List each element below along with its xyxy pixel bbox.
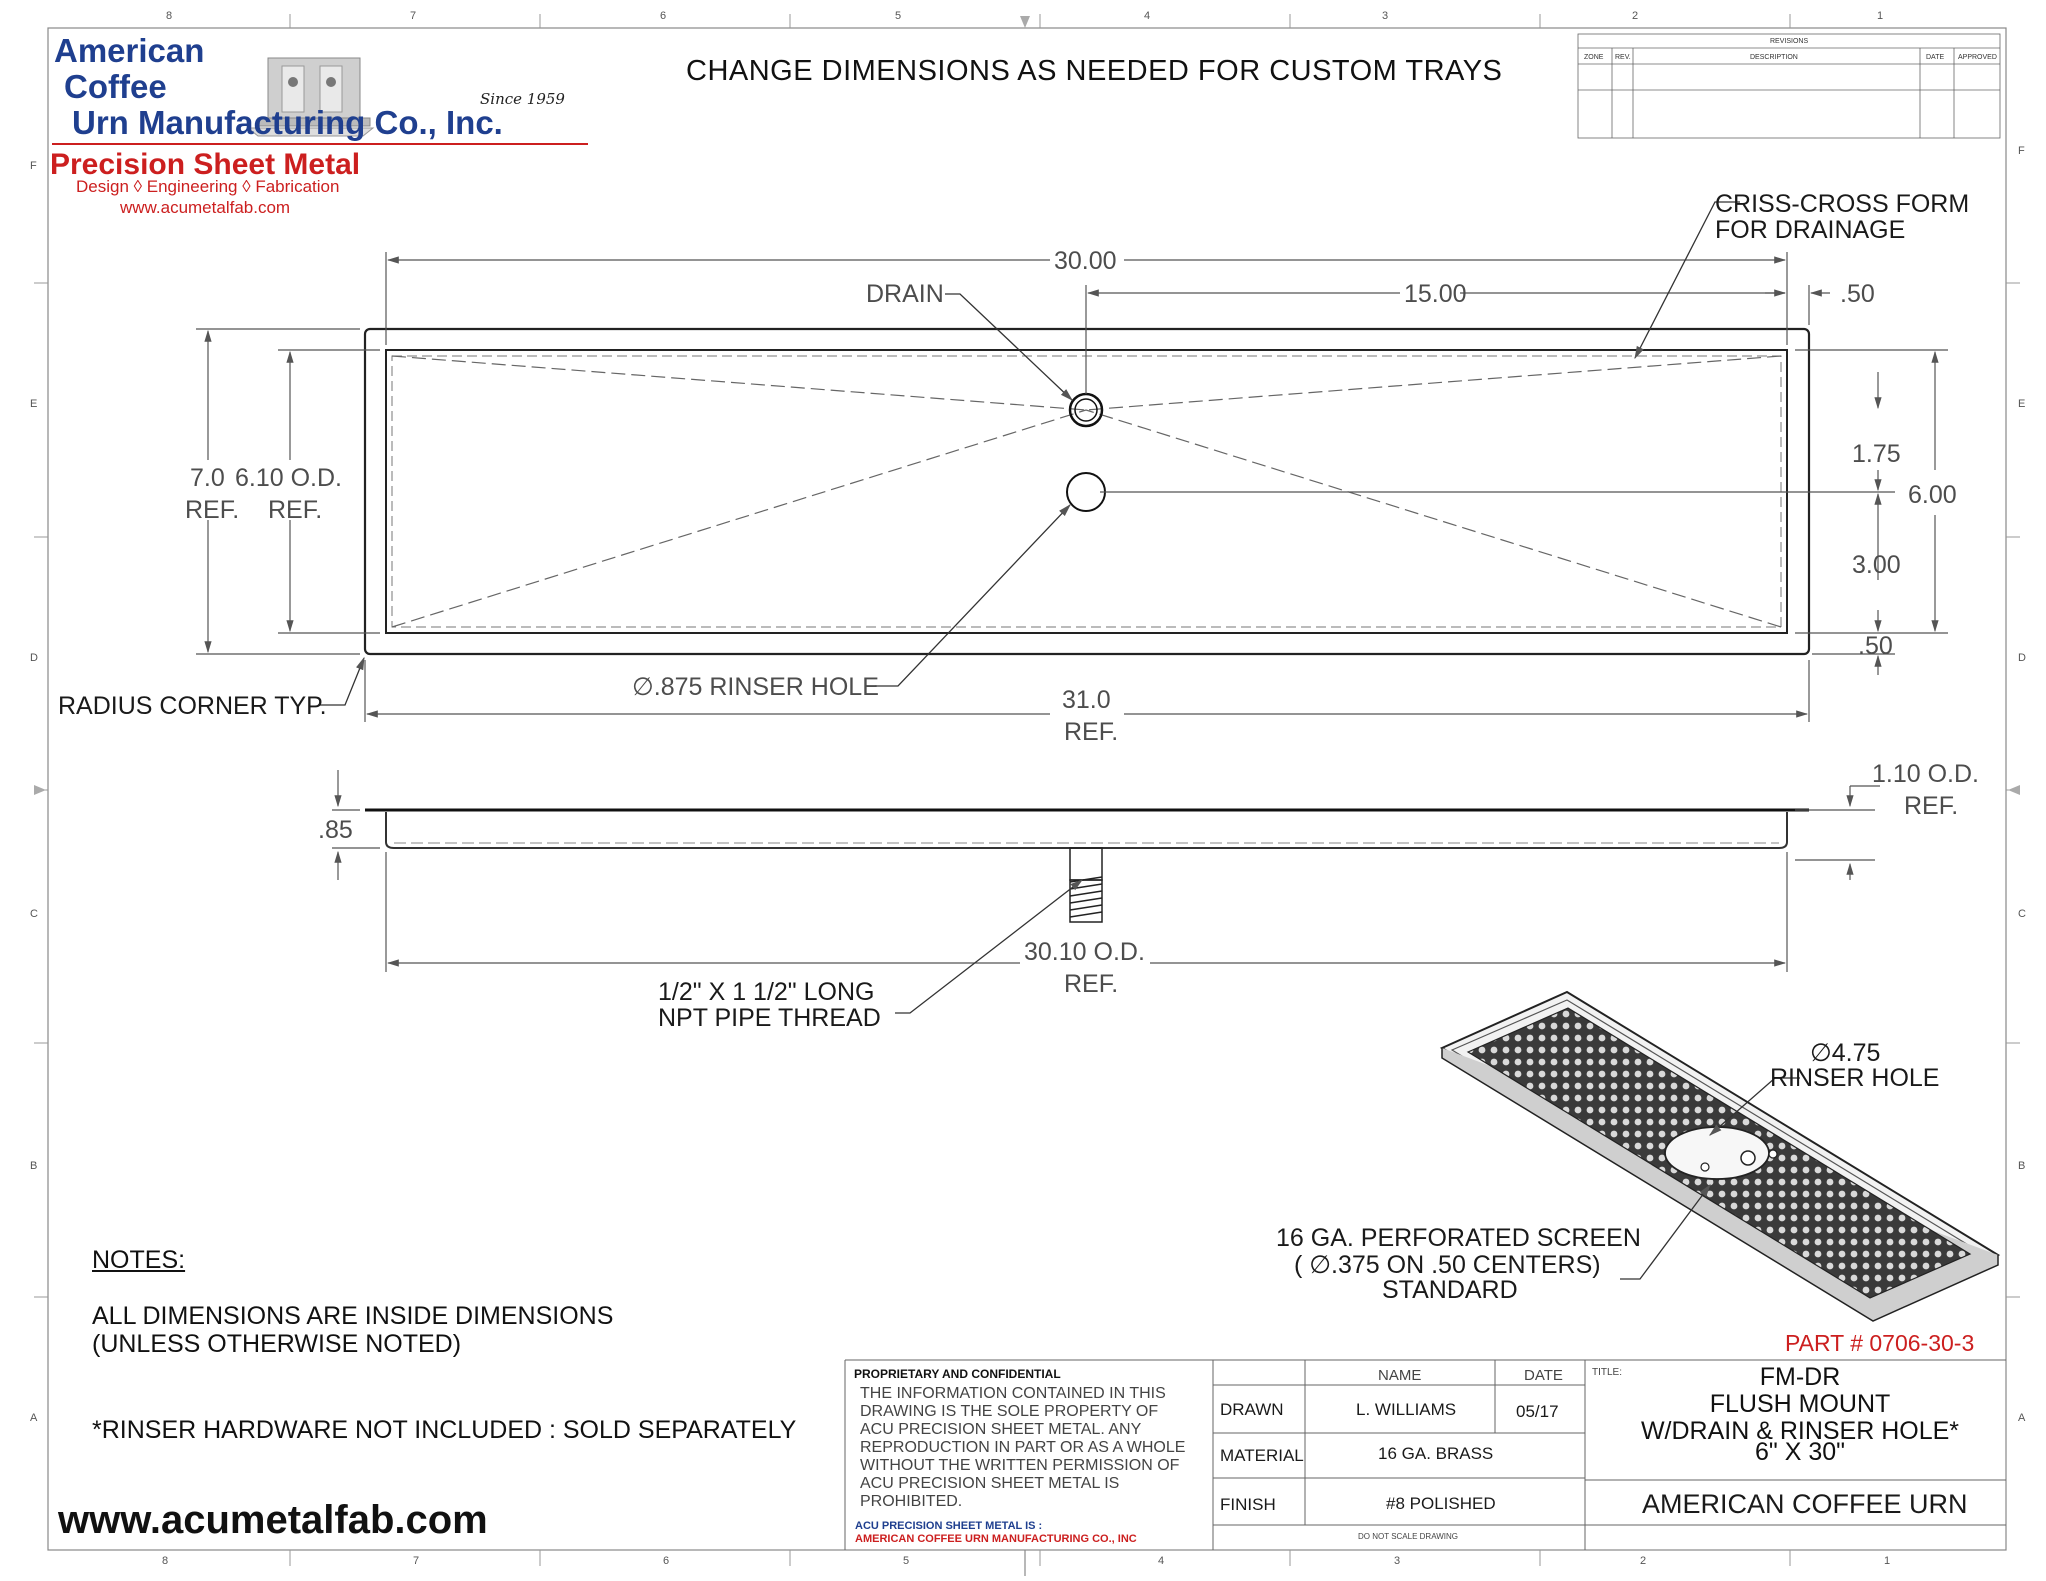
zone-right-b: B	[2018, 1160, 2026, 1172]
screen-label-3: STANDARD	[1382, 1276, 1518, 1304]
od-length-ref: REF.	[1064, 970, 1119, 998]
website-footer[interactable]: www.acumetalfab.com	[58, 1498, 488, 1542]
logo-services: Design ◊ Engineering ◊ Fabrication	[76, 177, 340, 196]
zone-right-e: E	[2018, 398, 2026, 410]
drawn-date: 05/17	[1516, 1402, 1559, 1421]
zone-top-3: 3	[1382, 10, 1389, 22]
finish-value: #8 POLISHED	[1386, 1494, 1496, 1513]
ref-overall-height-ref: REF.	[185, 496, 240, 524]
criss-cross-label-1: CRISS-CROSS FORM	[1715, 190, 1970, 218]
zone-left-f: F	[30, 160, 37, 172]
dim-flange-bottom: .50	[1858, 632, 1893, 660]
zone-right-c: C	[2018, 908, 2026, 920]
logo-word-urn: Urn Manufacturing Co., Inc.	[72, 104, 503, 141]
iso-rinser-label: RINSER HOLE	[1770, 1064, 1940, 1092]
logo-word-american: American	[54, 32, 205, 69]
drawing-title	[1600, 1364, 2000, 1466]
iso-rinser-diameter: ∅4.75	[1810, 1039, 1881, 1067]
zone-bottom-7: 7	[413, 1555, 420, 1567]
zone-top-7: 7	[410, 10, 417, 22]
zone-bottom-6: 6	[663, 1555, 670, 1567]
logo-url[interactable]: www.acumetalfab.com	[120, 198, 291, 217]
title-line-2: FLUSH MOUNT	[1709, 1390, 1891, 1418]
zone-top-6: 6	[660, 10, 667, 22]
screen-label-2: ( ∅.375 ON .50 CENTERS)	[1294, 1251, 1601, 1279]
top-view	[196, 202, 1948, 722]
dim-drain-from-top: 1.75	[1852, 440, 1901, 468]
notes-line-3: *RINSER HARDWARE NOT INCLUDED : SOLD SEPARATELY	[92, 1416, 797, 1444]
material-label: MATERIAL	[1220, 1446, 1304, 1465]
col-date: DATE	[1524, 1367, 1563, 1384]
zone-left-c: C	[30, 908, 38, 920]
prop-line: THE INFORMATION CONTAINED IN THIS	[860, 1385, 1166, 1402]
notes-heading: NOTES:	[92, 1246, 186, 1274]
company-name: AMERICAN COFFEE URN	[1642, 1489, 1968, 1519]
title-line-1: FM-DR	[1759, 1363, 1841, 1391]
notes-line-2: (UNLESS OTHERWISE NOTED)	[92, 1330, 462, 1358]
notes-line-1: ALL DIMENSIONS ARE INSIDE DIMENSIONS	[92, 1302, 614, 1330]
zone-bottom-5: 5	[903, 1555, 910, 1567]
rev-col-date: DATE	[1926, 54, 1945, 61]
title-line-4: 6" X 30"	[1754, 1438, 1846, 1466]
part-number: PART # 0706-30-3	[1785, 1330, 1975, 1356]
title-label: TITLE:	[1592, 1367, 1623, 1378]
zone-bottom-4: 4	[1158, 1555, 1165, 1567]
zone-bottom-8: 8	[162, 1555, 169, 1567]
ref-overall-length-ref: REF.	[1064, 718, 1119, 746]
zone-left-d: D	[30, 652, 38, 664]
zone-right-d: D	[2018, 652, 2026, 664]
title-line-3: W/DRAIN & RINSER HOLE*	[1640, 1417, 1960, 1445]
dim-overall-inside: 30.00	[1054, 247, 1117, 275]
drawn-name: L. WILLIAMS	[1356, 1400, 1457, 1419]
rev-col-rev: REV.	[1615, 54, 1631, 61]
prop-line: ACU PRECISION SHEET METAL. ANY	[860, 1421, 1142, 1438]
zone-right-f: F	[2018, 145, 2025, 157]
ref-overall-height: 7.0	[190, 464, 225, 492]
zone-bottom-2: 2	[1640, 1555, 1647, 1567]
dim-drain-offset: 15.00	[1404, 280, 1467, 308]
zone-bottom-1: 1	[1884, 1555, 1891, 1567]
header-note: CHANGE DIMENSIONS AS NEEDED FOR CUSTOM TRAYS	[686, 55, 1503, 87]
zone-bottom-3: 3	[1394, 1555, 1401, 1567]
od-depth-ref: REF.	[1904, 792, 1959, 820]
zone-top-4: 4	[1144, 10, 1151, 22]
rev-col-description: DESCRIPTION	[1750, 54, 1798, 61]
rev-col-zone: ZONE	[1584, 54, 1604, 61]
revisions-title: REVISIONS	[1770, 38, 1809, 45]
dim-inside-depth: .85	[318, 816, 353, 844]
od-length: 30.10 O.D.	[1024, 938, 1145, 966]
drawn-label: DRAWN	[1220, 1400, 1284, 1419]
prop-text	[860, 1385, 1210, 1511]
acu-line-2: AMERICAN COFFEE URN MANUFACTURING CO., INC	[855, 1533, 1137, 1545]
prop-line: ACU PRECISION SHEET METAL IS	[860, 1475, 1120, 1492]
acu-line-1: ACU PRECISION SHEET METAL IS :	[855, 1520, 1043, 1532]
od-depth: 1.10 O.D.	[1872, 760, 1979, 788]
logo-tagline: Precision Sheet Metal	[50, 148, 361, 181]
col-name: NAME	[1378, 1367, 1422, 1384]
material-value: 16 GA. BRASS	[1378, 1444, 1494, 1463]
radius-corner-label: RADIUS CORNER TYP.	[58, 692, 327, 720]
dim-rinser-from-bottom: 3.00	[1852, 551, 1901, 579]
zone-right-a: A	[2018, 1412, 2026, 1424]
dim-inside-width: 6.00	[1908, 481, 1957, 509]
screen-label-1: 16 GA. PERFORATED SCREEN	[1276, 1224, 1641, 1252]
zone-top-1: 1	[1877, 10, 1884, 22]
od-height: 6.10 O.D.	[235, 464, 342, 492]
do-not-scale: DO NOT SCALE DRAWING	[1358, 1532, 1459, 1541]
od-height-ref: REF.	[268, 496, 323, 524]
zone-left-b: B	[30, 1160, 38, 1172]
pipe-thread-label-2: NPT PIPE THREAD	[658, 1004, 881, 1032]
prop-line: WITHOUT THE WRITTEN PERMISSION OF	[860, 1457, 1180, 1474]
rev-col-approved: APPROVED	[1958, 54, 1997, 61]
zone-top-5: 5	[895, 10, 902, 22]
logo-since: Since 1959	[480, 90, 565, 108]
zone-top-8: 8	[166, 10, 173, 22]
pipe-thread-label-1: 1/2" X 1 1/2" LONG	[658, 978, 875, 1006]
prop-heading: PROPRIETARY AND CONFIDENTIAL	[854, 1367, 1061, 1381]
finish-label: FINISH	[1220, 1495, 1276, 1514]
zone-left-a: A	[30, 1412, 38, 1424]
prop-line: DRAWING IS THE SOLE PROPERTY OF	[860, 1403, 1159, 1420]
rinser-hole-label: ∅.875 RINSER HOLE	[632, 673, 879, 701]
prop-line: REPRODUCTION IN PART OR AS A WHOLE	[860, 1439, 1186, 1456]
ref-overall-length: 31.0	[1062, 686, 1111, 714]
zone-top-2: 2	[1632, 10, 1639, 22]
drain-label: DRAIN	[866, 280, 944, 308]
logo-word-coffee: Coffee	[64, 68, 167, 105]
prop-line: PROHIBITED.	[860, 1493, 963, 1510]
zone-left-e: E	[30, 398, 38, 410]
dim-flange-right: .50	[1840, 280, 1875, 308]
criss-cross-label-2: FOR DRAINAGE	[1715, 216, 1906, 244]
